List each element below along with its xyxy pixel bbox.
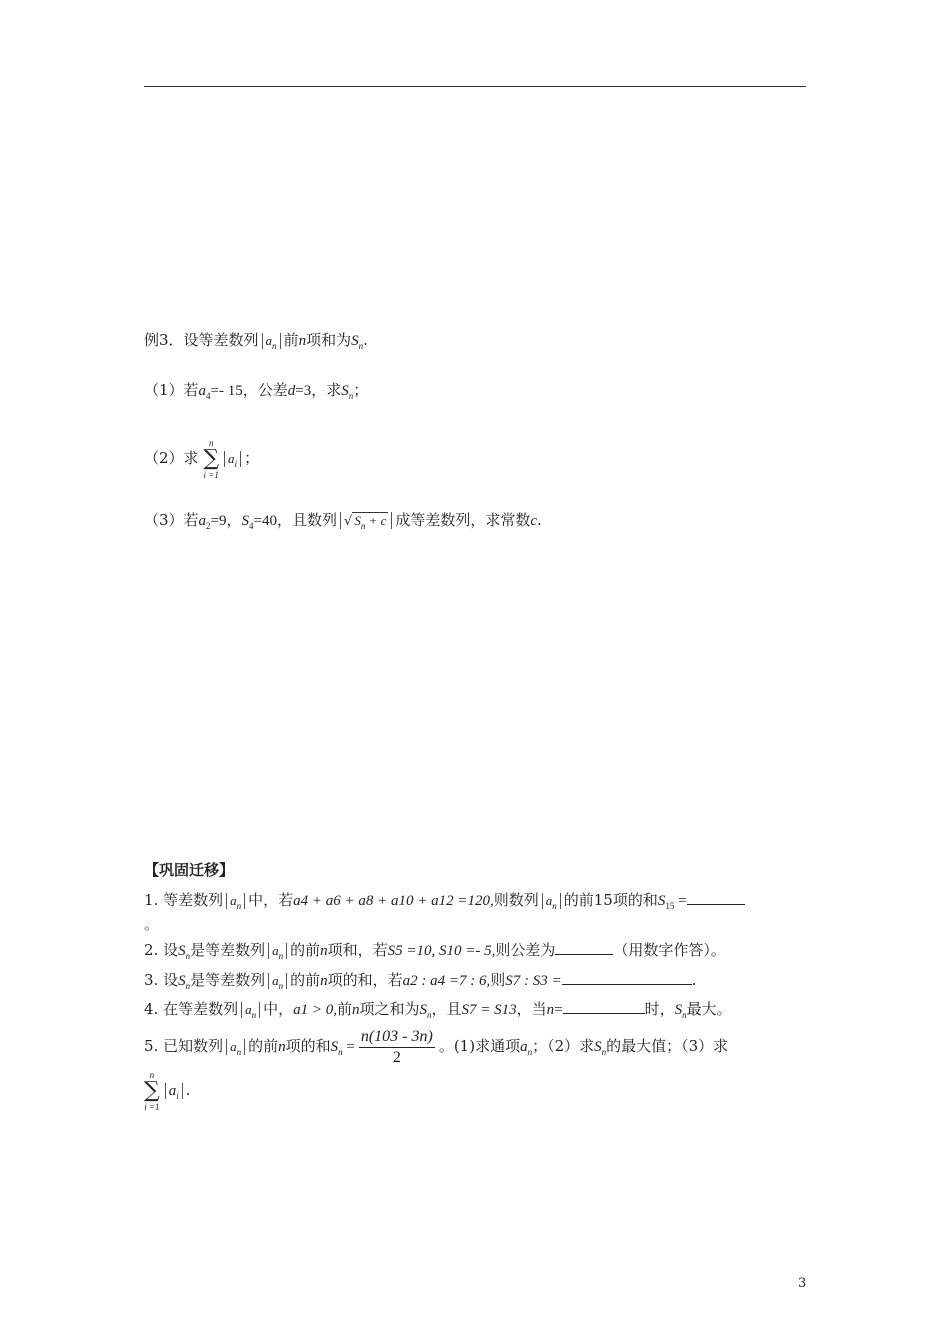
question-2: 2. 设$S_n$是等差数列 $a_n$ 的前n项和，若S5 =10, S10 =- 5,则公差为 （用数字作答）。 [144, 941, 726, 961]
header-rule [144, 86, 806, 87]
summation: n ∑ i =1 [203, 438, 220, 480]
question-5-sum: n ∑ i =1 $a_i$ . [144, 1070, 191, 1112]
fraction: $\frac{n(103 - 3n)}{2}$ [360, 1027, 433, 1066]
example3-intro: 例3．设等差数列 $a_n$ 前n项和为$S_n$. [144, 331, 368, 351]
example3-part1: （1）若$a_4=-$ 15，公差d=3，求$S_n$； [144, 381, 369, 401]
question-5: 5. 已知数列 $a_n$ 的前n项的和$S_n$ = $\frac{n(103 - 3n)}{2}$ 。(1)求通项$a_n$；（2）求$S_n$的最大值；（3）求 [144, 1027, 729, 1066]
question-1: 1. 等差数列 $a_n$ 中，若a4 + a6 + a8 + a10 + a12 =120,则数列 $a_n$ 的前15项的和$S_{15}$ = [144, 890, 745, 911]
section-title: 【巩固迁移】 [144, 861, 235, 879]
question-3: 3. 设$S_n$是等差数列 $a_n$ 的前n项的和，若a2 : a4 =7 : 6,则S7 : S3 = . [144, 971, 697, 991]
question-1-tail: 。 [144, 915, 160, 933]
example3-part2: （2）求 n ∑ i =1 $a_i$ ； [144, 438, 260, 480]
answer-blank[interactable] [563, 999, 645, 1014]
page-number: 3 [798, 1276, 807, 1291]
summation: n ∑ i =1 [144, 1070, 160, 1112]
answer-blank[interactable] [562, 970, 692, 985]
example3-part3: （3）若$a_2=9$，$S_4=40$，且数列 √ $S_n + c$ 成等差数列，求常数c. [144, 511, 542, 531]
answer-blank[interactable] [687, 890, 745, 905]
answer-blank[interactable] [555, 940, 613, 955]
question-4: 4. 在等差数列 $a_n$ 中，a1 > 0,前n项之和为$S_n$，且S7 = S13，当n= 时，$S_n$最大。 [144, 1000, 732, 1020]
